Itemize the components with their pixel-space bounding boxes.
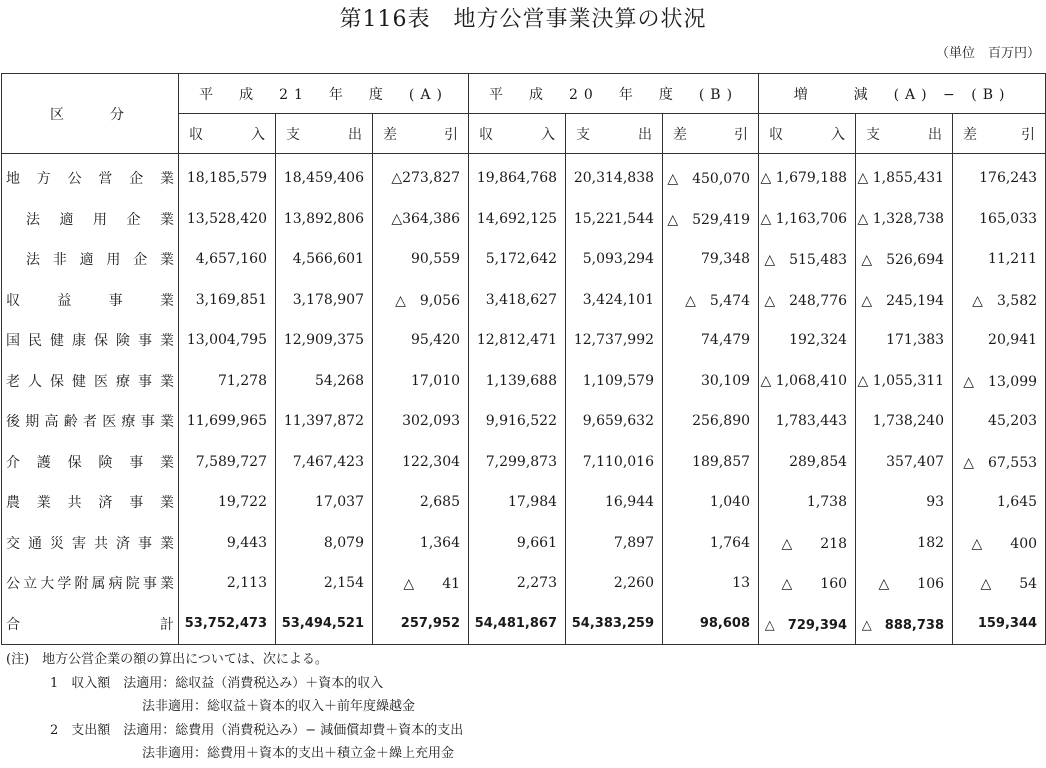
table-cell: 256,890 <box>663 401 759 442</box>
table-cell: △273,827 <box>373 154 469 199</box>
table-row <box>2 563 1046 604</box>
row-label: 後 期 高 齢 者 医 療 事 業 <box>2 401 179 442</box>
table-cell: 302,093 <box>373 401 469 442</box>
table-cell: 54,383,259 <box>566 604 663 645</box>
note-line-2: 法非適用：総収益＋資本的収入＋前年度繰越金 <box>142 699 416 714</box>
table-cell: 7,897 <box>566 523 663 564</box>
table-cell: △ 529,419 <box>663 199 759 240</box>
table-cell: △ 218 <box>759 523 856 564</box>
table-cell: 19,722 <box>179 482 276 523</box>
table-cell: 14,692,125 <box>469 199 566 240</box>
table-cell: 11,211 <box>953 239 1046 280</box>
table-cell: 122,304 <box>373 442 469 483</box>
table-cell: 74,479 <box>663 320 759 361</box>
table-cell: △ 526,694 <box>856 239 953 280</box>
row-label: 法 非 適 用 企 業 <box>2 239 179 280</box>
table-cell: 18,459,406 <box>276 154 373 199</box>
table-cell: △ 160 <box>759 563 856 604</box>
sub-header-right: 入 <box>541 126 556 143</box>
table-cell: 1,364 <box>373 523 469 564</box>
table-cell: 2,154 <box>276 563 373 604</box>
table-cell: △ 1,855,431 <box>856 154 953 199</box>
table-cell: △ 1,068,410 <box>759 361 856 402</box>
sub-header <box>373 114 469 154</box>
row-label: 地 方 公 営 企 業 <box>2 154 179 199</box>
sub-header-right: 入 <box>251 126 265 143</box>
table-cell: 1,738,240 <box>856 401 953 442</box>
table-row <box>2 199 1046 240</box>
table-cell: 93 <box>856 482 953 523</box>
table-cell: 11,397,872 <box>276 401 373 442</box>
row-label: 農 業 共 済 事 業 <box>2 482 179 523</box>
group-header-c: 増 減 (A) − (B) <box>759 74 1046 114</box>
note-line-3: 2 支出額 法適用：総費用（消費税込み）− 減価償却費＋資本的支出 <box>50 722 464 738</box>
table-cell: 13 <box>663 563 759 604</box>
table-cell: 18,185,579 <box>179 154 276 199</box>
table-cell: 289,854 <box>759 442 856 483</box>
table-row <box>2 523 1046 564</box>
sub-header-right: 引 <box>1021 126 1036 143</box>
table-cell: 19,864,768 <box>469 154 566 199</box>
table-cell: 53,494,521 <box>276 604 373 645</box>
table-row <box>2 361 1046 402</box>
table-cell: 3,169,851 <box>179 280 276 321</box>
group-header-b: 平 成 20 年 度 (B) <box>469 74 759 114</box>
unit-label: （単位 百万円） <box>935 46 1040 61</box>
table-cell: 7,467,423 <box>276 442 373 483</box>
table-cell: 17,010 <box>373 361 469 402</box>
table-row <box>2 401 1046 442</box>
table-cell: 90,559 <box>373 239 469 280</box>
row-label: 合 計 <box>2 604 179 645</box>
table-cell: 7,299,873 <box>469 442 566 483</box>
sub-header <box>953 114 1046 154</box>
notes <box>6 648 463 766</box>
table-cell: △ 1,055,311 <box>856 361 953 402</box>
table-cell: △ 9,056 <box>373 280 469 321</box>
table-cell: 71,278 <box>179 361 276 402</box>
table-cell: 12,737,992 <box>566 320 663 361</box>
table-cell: 9,443 <box>179 523 276 564</box>
table-row <box>2 482 1046 523</box>
table-cell: 3,418,627 <box>469 280 566 321</box>
table-cell: 1,139,688 <box>469 361 566 402</box>
table-cell: 7,110,016 <box>566 442 663 483</box>
sub-header-right: 出 <box>928 126 943 143</box>
table-cell: 5,172,642 <box>469 239 566 280</box>
sub-header <box>276 114 373 154</box>
table-cell: 13,528,420 <box>179 199 276 240</box>
table-cell: 189,857 <box>663 442 759 483</box>
table-cell: 2,685 <box>373 482 469 523</box>
table-cell: 54,268 <box>276 361 373 402</box>
table-cell: 95,420 <box>373 320 469 361</box>
table-cell: △ 3,582 <box>953 280 1046 321</box>
table-cell: △ 729,394 <box>759 604 856 645</box>
table-cell: 45,203 <box>953 401 1046 442</box>
sub-header-left: 差 <box>383 126 397 143</box>
table-cell: 53,752,473 <box>179 604 276 645</box>
row-label: 交 通 災 害 共 済 事 業 <box>2 523 179 564</box>
sub-header-right: 出 <box>348 126 362 143</box>
table-cell: 257,952 <box>373 604 469 645</box>
table-cell: △ 400 <box>953 523 1046 564</box>
table-cell: 171,383 <box>856 320 953 361</box>
table-cell: △ 41 <box>373 563 469 604</box>
sub-header-right: 出 <box>638 126 653 143</box>
sub-header-left: 差 <box>673 126 688 143</box>
table-cell: △ 106 <box>856 563 953 604</box>
table-cell: 1,738 <box>759 482 856 523</box>
table-cell: 13,892,806 <box>276 199 373 240</box>
table-row <box>2 604 1046 645</box>
table-cell: 12,812,471 <box>469 320 566 361</box>
table-row <box>2 154 1046 199</box>
sub-header-right: 引 <box>444 126 459 143</box>
sub-header <box>856 114 953 154</box>
table-cell: △ 1,679,188 <box>759 154 856 199</box>
note-line-4: 法非適用：総費用＋資本的支出＋積立金＋繰上充用金 <box>142 746 455 761</box>
table-cell: △ 13,099 <box>953 361 1046 402</box>
table-cell: △ 248,776 <box>759 280 856 321</box>
table-cell: △364,386 <box>373 199 469 240</box>
row-label: 国 民 健 康 保 険 事 業 <box>2 320 179 361</box>
table-cell: 192,324 <box>759 320 856 361</box>
table-cell: 98,608 <box>663 604 759 645</box>
table-cell: △ 1,163,706 <box>759 199 856 240</box>
table-cell: 5,093,294 <box>566 239 663 280</box>
table-cell: 159,344 <box>953 604 1046 645</box>
sub-header-left: 差 <box>963 126 978 143</box>
table-row <box>2 280 1046 321</box>
row-label: 公 立 大 学 附 属 病 院 事 業 <box>2 563 179 604</box>
table-cell: △ 450,070 <box>663 154 759 199</box>
table-cell: 54,481,867 <box>469 604 566 645</box>
table-cell: 17,037 <box>276 482 373 523</box>
table-cell: 79,348 <box>663 239 759 280</box>
table-cell: 2,260 <box>566 563 663 604</box>
table-cell: 3,424,101 <box>566 280 663 321</box>
row-label: 介 護 保 険 事 業 <box>2 442 179 483</box>
table-cell: △ 245,194 <box>856 280 953 321</box>
sub-header <box>663 114 759 154</box>
sub-header-right: 引 <box>734 126 749 143</box>
table-cell: 165,033 <box>953 199 1046 240</box>
settlement-table <box>1 73 1046 645</box>
row-label: 法 適 用 企 業 <box>2 199 179 240</box>
table-cell: 1,764 <box>663 523 759 564</box>
table-cell: 8,079 <box>276 523 373 564</box>
sub-header-left: 支 <box>576 126 591 143</box>
note-line-1: 1 収入額 法適用：総収益（消費税込み）＋資本的収入 <box>50 675 384 691</box>
table-cell: 182 <box>856 523 953 564</box>
table-cell: 9,659,632 <box>566 401 663 442</box>
table-cell: 1,040 <box>663 482 759 523</box>
page-title: 第116表 地方公営事業決算の状況 <box>339 7 707 32</box>
group-header-a: 平 成 21 年 度 (A) <box>179 74 469 114</box>
table-cell: 1,645 <box>953 482 1046 523</box>
row-label: 収 益 事 業 <box>2 280 179 321</box>
table-cell: △ 5,474 <box>663 280 759 321</box>
table-cell: △ 515,483 <box>759 239 856 280</box>
sub-header <box>179 114 276 154</box>
note-head: (注) 地方公営企業の額の算出については、次による。 <box>6 652 328 667</box>
sub-header <box>759 114 856 154</box>
sub-header-left: 収 <box>479 126 494 143</box>
table-cell: 20,314,838 <box>566 154 663 199</box>
table-cell: 4,566,601 <box>276 239 373 280</box>
table-cell: 1,783,443 <box>759 401 856 442</box>
table-row <box>2 320 1046 361</box>
sub-header-left: 収 <box>769 126 784 143</box>
table-cell: 12,909,375 <box>276 320 373 361</box>
table-cell: 3,178,907 <box>276 280 373 321</box>
table-cell: △ 1,328,738 <box>856 199 953 240</box>
sub-header-left: 支 <box>286 126 300 143</box>
table-row <box>2 442 1046 483</box>
table-cell: △ 888,738 <box>856 604 953 645</box>
table-cell: 9,661 <box>469 523 566 564</box>
table-cell: 2,273 <box>469 563 566 604</box>
table-row <box>2 239 1046 280</box>
table-cell: 16,944 <box>566 482 663 523</box>
table-cell: 7,589,727 <box>179 442 276 483</box>
row-label: 老 人 保 健 医 療 事 業 <box>2 361 179 402</box>
category-header: 区 分 <box>2 74 179 154</box>
table-cell: 15,221,544 <box>566 199 663 240</box>
sub-header-left: 支 <box>866 126 881 143</box>
table-cell: 13,004,795 <box>179 320 276 361</box>
table-cell: 17,984 <box>469 482 566 523</box>
table-cell: 2,113 <box>179 563 276 604</box>
table-cell: 11,699,965 <box>179 401 276 442</box>
sub-header <box>566 114 663 154</box>
table-cell: △ 54 <box>953 563 1046 604</box>
table-cell: 357,407 <box>856 442 953 483</box>
sub-header-right: 入 <box>831 126 846 143</box>
table-cell: 30,109 <box>663 361 759 402</box>
table-cell: 1,109,579 <box>566 361 663 402</box>
table-cell: 176,243 <box>953 154 1046 199</box>
sub-header-left: 収 <box>189 126 203 143</box>
table-cell: 20,941 <box>953 320 1046 361</box>
table-cell: 4,657,160 <box>179 239 276 280</box>
table-cell: △ 67,553 <box>953 442 1046 483</box>
sub-header <box>469 114 566 154</box>
table-cell: 9,916,522 <box>469 401 566 442</box>
